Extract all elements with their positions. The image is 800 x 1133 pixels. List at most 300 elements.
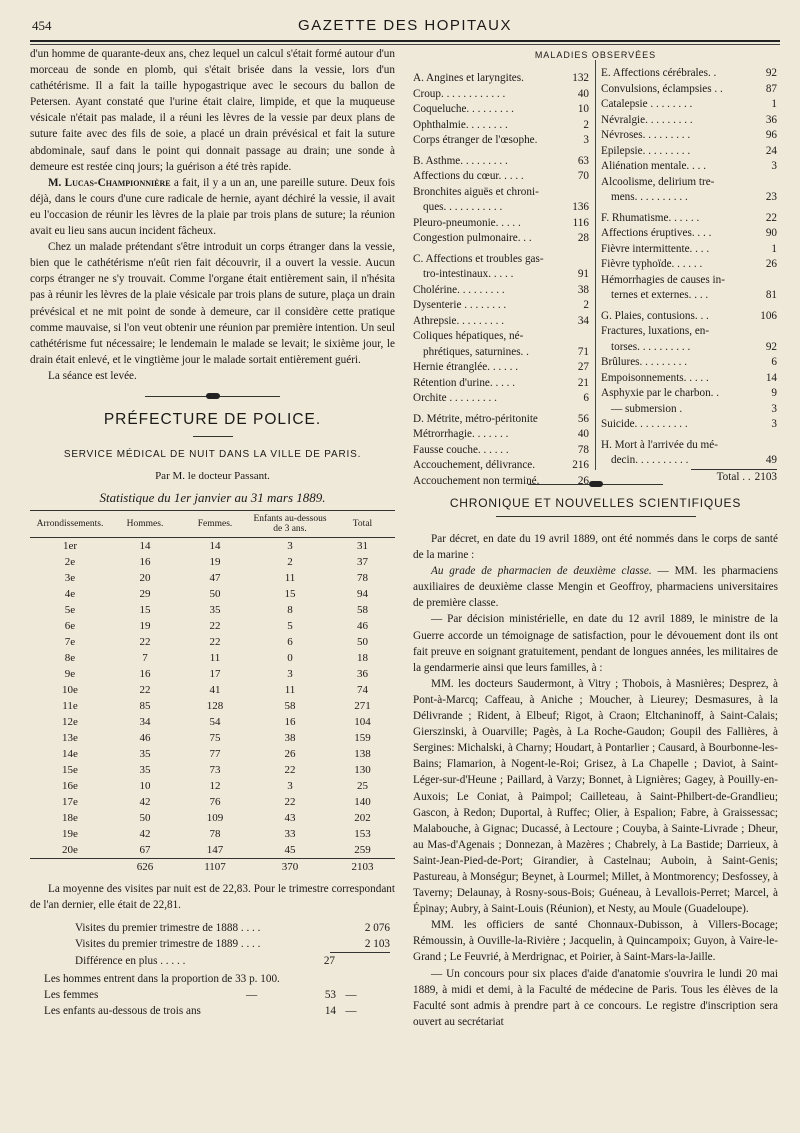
- table-cell: 15: [139, 604, 151, 617]
- table-cell: 42: [139, 828, 151, 841]
- maladie-label: H. Mort à l'arrivée du mé-: [601, 438, 718, 451]
- maladie-count: [755, 438, 777, 454]
- maladie-label: Bronchites aiguës et chroni-: [413, 185, 539, 198]
- maladie-count: 34: [577, 314, 589, 327]
- maladies-item: [413, 298, 589, 314]
- table-cell: 78: [209, 828, 221, 841]
- table-row: [30, 650, 395, 666]
- difference-label: Différence en plus . . . . .: [75, 954, 186, 967]
- table-cell: 5e: [64, 604, 76, 617]
- table-cell: 46: [139, 732, 151, 745]
- maladie-label: D. Métrite, métro-péritonite: [413, 412, 538, 425]
- column-header: Total: [330, 511, 395, 538]
- table-cell: 5: [287, 620, 293, 633]
- maladie-count: 92: [765, 340, 777, 353]
- table-cell: 14: [209, 540, 221, 553]
- table-cell: 6e: [64, 620, 76, 633]
- italic-heading: Au grade de pharmacien de deuxième classe.: [431, 565, 652, 578]
- maladies-item: [601, 355, 777, 371]
- maladie-label: Fièvre typhoïde. . . . . .: [601, 258, 703, 270]
- visits-label: Visites du premier trimestre de 1889 . . . .: [75, 937, 261, 950]
- table-row: [30, 778, 395, 794]
- maladies-item: [413, 314, 589, 330]
- maladies-item: [601, 340, 777, 356]
- maladies-item: [601, 324, 777, 340]
- table-cell: 22: [139, 636, 151, 649]
- maladie-count: 40: [577, 87, 589, 100]
- table-cell: 74: [357, 684, 368, 697]
- maladie-label: Métrorrhagie. . . . . . .: [413, 428, 509, 440]
- table-cell: 16e: [62, 780, 78, 793]
- table-row: [30, 570, 395, 586]
- maladies-item: [413, 267, 589, 283]
- table-cell: 67: [139, 844, 151, 857]
- maladie-label: decin. . . . . . . . . .: [611, 454, 689, 466]
- maladie-label: — submersion .: [611, 402, 683, 415]
- maladies-item: [601, 190, 777, 206]
- proportion-label: Les enfants au-dessous de trois ans: [44, 1004, 201, 1017]
- table-cell: 46: [357, 620, 368, 633]
- column-header: Arrondissements.: [30, 511, 110, 538]
- table-cell: 50: [209, 588, 221, 601]
- maladie-count: 63: [577, 154, 589, 167]
- table-cell: 77: [209, 748, 221, 761]
- maladie-count: 14: [765, 371, 777, 384]
- table-row: [30, 698, 395, 714]
- paragraph: [30, 175, 395, 239]
- table-cell: 147: [206, 844, 224, 857]
- proportion-value: 53: [324, 988, 336, 1001]
- proportion-lines: [30, 971, 395, 1019]
- table-cell: 78: [357, 572, 368, 585]
- maladie-count: 23: [765, 191, 777, 203]
- table-cell: 50: [139, 812, 151, 825]
- table-cell: 31: [357, 540, 368, 553]
- maladie-count: 96: [765, 129, 777, 141]
- maladie-count: 3: [583, 134, 589, 146]
- maladie-count: 56: [577, 412, 589, 425]
- maladies-right-list: [601, 66, 777, 485]
- maladies-item: [413, 133, 589, 149]
- table-cell: 16: [139, 556, 151, 569]
- paragraph: La moyenne des visites par nuit est de 22,83. Pour le trimestre correspondant de l'an dernier, elle était de 22,81.: [30, 883, 395, 912]
- arrondissement-table: [30, 510, 395, 875]
- table-cell: 14: [139, 540, 151, 553]
- table-cell: 7e: [64, 636, 76, 649]
- maladies-item: [413, 443, 589, 459]
- table-cell: 12: [209, 780, 221, 793]
- table-row: [30, 810, 395, 826]
- table-cell: 13e: [62, 732, 78, 745]
- table-cell: 17: [209, 668, 221, 681]
- table-cell: 19: [209, 556, 221, 569]
- maladies-item: [413, 412, 589, 428]
- maladie-count: 116: [572, 216, 589, 229]
- maladie-label: Congestion pulmonaire. . .: [413, 232, 532, 244]
- maladie-count: 40: [577, 428, 589, 440]
- maladie-label: Dysenterie . . . . . . . .: [413, 299, 507, 311]
- paragraph: Chez un malade prétendant s'être introduit un corps étranger dans la vessie, bien que le cathétérisme n'eût rien fait découvrir, il a ouvert la vessie. Aucun corps étranger ne s'y trouvait. Comme l'organe était entièrement sain, il n'hésita pas à réunir les lèvres de la plaie vésicale par trois plans de suture, plaça un drain prévésical et ne mit point de sonde à demeure, car il considère cette pratique comme mauvaise, si l'on veut obtenir une réunion par première intention. Un seul cathétérisme fut nécessaire; le lendemain le malade se levait; le sixième jour, le drain était enlevé, et le vingtième jour le malade sortait entièrement guéri.: [30, 241, 395, 366]
- maladie-count: 3: [771, 402, 777, 415]
- table-cell: 1er: [62, 540, 78, 553]
- maladie-label: Total . .: [716, 470, 751, 483]
- maladie-count: 91: [577, 268, 589, 280]
- maladie-count: 87: [765, 82, 777, 95]
- table-cell: 15e: [62, 764, 78, 777]
- maladies-item: [413, 169, 589, 185]
- table-cell: 20: [139, 572, 151, 585]
- maladies-item: [413, 376, 589, 392]
- maladie-count: 22: [765, 211, 777, 224]
- table-cell: 73: [209, 764, 221, 777]
- subsection-title: SERVICE MÉDICAL DE NUIT DANS LA VILLE DE PARIS.: [63, 449, 362, 461]
- ornament-separator: [413, 480, 778, 490]
- maladies-item: [413, 231, 589, 247]
- maladies-item: [601, 226, 777, 242]
- maladie-count: 106: [760, 309, 777, 322]
- maladie-count: 49: [765, 454, 777, 466]
- page-number: 454: [32, 18, 52, 33]
- table-cell: 50: [357, 636, 368, 649]
- maladie-count: 70: [577, 170, 589, 182]
- ditto-mark: —: [345, 1004, 357, 1017]
- maladies-item: [601, 417, 777, 433]
- table-cell: 259: [354, 844, 371, 857]
- table-cell: 41: [209, 684, 221, 697]
- maladie-label: Coqueluche. . . . . . . . .: [413, 103, 514, 115]
- maladie-label: Accouchement non terminé.: [413, 474, 540, 487]
- maladie-count: 71: [577, 345, 589, 358]
- table-cell: 19e: [62, 828, 78, 841]
- maladie-label: Convulsions, éclampsies . .: [601, 82, 723, 95]
- table-cell: 43: [284, 812, 296, 825]
- maladie-count: 27: [577, 361, 589, 373]
- maladie-label: Epilepsie. . . . . . . . .: [601, 144, 691, 157]
- table-row: [30, 714, 395, 730]
- maladie-count: 6: [771, 356, 777, 368]
- visits-comparison: [30, 920, 395, 969]
- maladie-label: A. Angines et laryngites.: [413, 72, 524, 84]
- maladies-item: [601, 257, 777, 273]
- maladies-item: [413, 427, 589, 443]
- table-cell: 20e: [62, 844, 78, 857]
- statistics-title: Statistique du 1er janvier au 31 mars 1889.: [99, 490, 326, 506]
- maladie-count: 1: [771, 98, 777, 110]
- visits-row: [30, 920, 395, 936]
- maladie-label: Cholérine. . . . . . . . .: [413, 283, 505, 296]
- table-cell: 58: [357, 604, 368, 617]
- ditto-mark: —: [345, 988, 357, 1001]
- table-cell: 4e: [64, 588, 76, 601]
- proportion-value: 14: [324, 1004, 336, 1017]
- maladie-label: Accouchement, délivrance.: [413, 459, 536, 471]
- maladie-label: Aliénation mentale. . . .: [601, 160, 707, 172]
- table-cell: 33: [284, 828, 296, 841]
- table-cell: 16: [139, 668, 151, 681]
- maladies-item: [413, 200, 589, 216]
- total-cell: 1107: [180, 859, 250, 876]
- maladies-item: [413, 252, 589, 268]
- table-cell: 202: [354, 812, 371, 825]
- proportion-label: Les hommes entrent dans la proportion de: [44, 972, 233, 985]
- visits-label: Visites du premier trimestre de 1888 . . . .: [75, 921, 261, 934]
- table-cell: 26: [284, 748, 296, 761]
- table-cell: 104: [354, 716, 371, 729]
- table-cell: 22: [209, 636, 221, 649]
- maladie-label: Athrepsie. . . . . . . . .: [413, 314, 505, 327]
- maladies-item: [413, 118, 589, 134]
- table-cell: 2: [287, 556, 293, 569]
- maladie-count: 21: [577, 376, 589, 389]
- table-cell: 42: [139, 796, 151, 809]
- table-row: [30, 682, 395, 698]
- section-title: PRÉFECTURE DE POLICE.: [103, 410, 322, 428]
- maladie-label: Orchite . . . . . . . . .: [413, 392, 497, 404]
- maladie-count: 3: [771, 160, 777, 172]
- maladie-label: F. Rhumatisme. . . . . .: [601, 211, 700, 224]
- maladie-label: Fièvre intermittente. . . .: [601, 242, 710, 255]
- table-row: [30, 602, 395, 618]
- table-cell: 109: [206, 812, 224, 825]
- proportion-row: [30, 987, 395, 1003]
- table-cell: 45: [284, 844, 296, 857]
- maladie-count: [755, 273, 777, 289]
- maladies-item: [413, 458, 589, 474]
- table-cell: 22: [209, 620, 221, 633]
- table-cell: 3: [287, 780, 293, 793]
- maladie-label: mens. . . . . . . . . .: [611, 191, 688, 203]
- table-cell: 8e: [64, 652, 76, 665]
- maladie-label: Fractures, luxations, en-: [601, 325, 710, 337]
- maladie-count: 92: [765, 67, 777, 79]
- maladies-item: [601, 309, 777, 325]
- paragraph: La séance est levée.: [48, 369, 137, 382]
- maladies-item: [413, 154, 589, 170]
- maladie-label: tro-intestinaux. . . . .: [423, 268, 514, 280]
- table-cell: 271: [354, 700, 371, 713]
- maladie-label: Brûlures. . . . . . . . .: [601, 356, 688, 368]
- paragraph-text: — MM. les pharmaciens auxiliaires de deuxième classe Mengin et Geoffroy, pharmaciens universitaires de première classe.: [413, 565, 779, 610]
- maladie-count: [755, 324, 777, 340]
- maladies-item: [601, 211, 777, 227]
- table-header-row: [30, 511, 395, 538]
- maladie-label: Névralgie. . . . . . . . .: [601, 113, 693, 126]
- table-row: [30, 554, 395, 570]
- total-cell: [30, 859, 110, 876]
- maladie-label: Empoisonnements. . . . .: [601, 371, 709, 384]
- maladie-count: 10: [577, 103, 589, 115]
- table-cell: 9e: [64, 668, 76, 681]
- visits-value: 2 076: [364, 921, 390, 934]
- maladie-count: 36: [765, 113, 777, 126]
- maladies-item: [601, 438, 777, 454]
- maladie-count: 132: [572, 72, 589, 84]
- table-cell: 94: [357, 588, 368, 601]
- visits-row: [30, 936, 395, 953]
- maladie-count: 216: [572, 459, 589, 471]
- table-cell: 3: [287, 668, 293, 681]
- maladie-label: Corps étranger de l'œsophe.: [413, 134, 538, 146]
- column-header: Femmes.: [180, 511, 250, 538]
- table-cell: 11e: [62, 700, 78, 713]
- table-cell: 35: [139, 748, 151, 761]
- maladie-count: [567, 185, 589, 201]
- proportion-row: [30, 971, 395, 987]
- maladies-item: [601, 242, 777, 258]
- maladies-item: [413, 391, 589, 407]
- maladies-item: [601, 175, 777, 191]
- maladies-item: [601, 159, 777, 175]
- journal-title: GAZETTE DES HOPITAUX: [298, 17, 512, 34]
- maladie-label: Catalepsie . . . . . . . .: [601, 98, 693, 110]
- maladie-label: Affections du cœur. . . . .: [413, 170, 524, 182]
- maladie-label: Hémorrhagies de causes in-: [601, 273, 725, 286]
- table-row: [30, 666, 395, 682]
- maladies-item: [601, 371, 777, 387]
- proportion-label: Les femmes: [44, 988, 99, 1001]
- maladie-count: [755, 175, 777, 191]
- maladie-count: 90: [765, 227, 777, 239]
- table-cell: 11: [209, 652, 221, 665]
- table-cell: 38: [284, 732, 296, 745]
- table-body: [30, 538, 395, 876]
- maladie-count: 1: [771, 242, 777, 255]
- maladies-item: [413, 360, 589, 376]
- table-total-row: [30, 859, 395, 876]
- paragraph: Par décret, en date du 19 avril 1889, ont été nommés dans le corps de santé de la marine :: [413, 533, 778, 562]
- maladie-count: 2103: [754, 470, 777, 483]
- maladie-count: 2: [583, 299, 589, 311]
- table-cell: 54: [209, 716, 221, 729]
- maladie-count: 26: [765, 258, 777, 270]
- table-row: [30, 762, 395, 778]
- table-cell: 58: [284, 700, 296, 713]
- paragraph-text: a fait, il y a un an, une pareille suture. Deux fois déjà, dans le cours d'une cure radicale de hernie, ayant déchiré la vessie, il avait eu l'occasion de réunir les lèvres de la plaie par trois plans de suture; la réunion avait eu lieu sans aucun incident fâcheux.: [30, 176, 395, 238]
- table-cell: 14e: [62, 748, 78, 761]
- maladie-label: Asphyxie par le charbon. .: [601, 387, 720, 399]
- table-cell: 17e: [62, 796, 78, 809]
- table-row: [30, 730, 395, 746]
- table-cell: 22: [139, 684, 151, 697]
- table-cell: 35: [139, 764, 151, 777]
- maladies-item: [413, 102, 589, 118]
- table-row: [30, 746, 395, 762]
- table-cell: 10e: [62, 684, 78, 697]
- table-row: [30, 538, 395, 555]
- table-cell: 2e: [64, 556, 76, 569]
- maladies-item: [601, 113, 777, 129]
- table-cell: 18e: [62, 812, 78, 825]
- table-cell: 3e: [64, 572, 76, 585]
- table-cell: 47: [209, 572, 221, 585]
- page-header: [30, 16, 780, 38]
- maladies-item: [601, 402, 777, 418]
- table-cell: 7: [142, 652, 148, 665]
- proportion-row: [30, 1003, 395, 1019]
- maladie-label: B. Asthme. . . . . . . . .: [413, 154, 508, 167]
- maladie-count: [567, 329, 589, 345]
- maladie-label: Alcoolisme, delirium tre-: [601, 175, 715, 188]
- table-row: [30, 618, 395, 634]
- total-cell: 626: [110, 859, 180, 876]
- table-cell: 29: [139, 588, 151, 601]
- column-divider: [595, 60, 596, 470]
- maladie-label: Hernie étranglée. . . . . .: [413, 361, 518, 373]
- table-cell: 37: [357, 556, 368, 569]
- maladies-item: [413, 216, 589, 232]
- chronique-text: [413, 531, 778, 1030]
- header-rule-thin: [30, 44, 780, 45]
- table-cell: 0: [287, 652, 293, 665]
- table-cell: 6: [287, 636, 293, 649]
- maladie-count: 136: [572, 201, 589, 213]
- table-cell: 34: [139, 716, 151, 729]
- total-cell: 370: [250, 859, 330, 876]
- table-cell: 22: [284, 764, 296, 777]
- column-header: Enfants au-dessous de 3 ans.: [250, 511, 330, 538]
- maladie-label: E. Affections cérébrales. .: [601, 67, 717, 79]
- header-rule: [30, 40, 780, 42]
- difference-row: [30, 953, 395, 969]
- table-row: [30, 842, 395, 859]
- table-cell: 3: [287, 540, 293, 553]
- maladie-count: 78: [577, 443, 589, 456]
- paragraph: MM. les officiers de santé Chonnaux-Dubisson, à Villers-Bocage; Rémoussin, à Ouville-la-Rivière ; Jacquelin, à Quincampoix; Guyon, à Vaire-le-Grand ; Le Feuvrié, à Merdrignac, et Poirier, à Saint-Mars-la-Jaille.: [413, 919, 778, 964]
- maladie-label: Pleuro-pneumonie. . . . .: [413, 216, 521, 229]
- table-cell: 25: [357, 780, 368, 793]
- maladie-count: 81: [765, 289, 777, 301]
- maladies-item: [413, 87, 589, 103]
- table-cell: 75: [209, 732, 221, 745]
- maladie-label: Rétention d'urine. . . . .: [413, 376, 516, 389]
- total-cell: 2103: [330, 859, 395, 876]
- table-cell: 130: [354, 764, 371, 777]
- maladies-item: [601, 97, 777, 113]
- right-column: [413, 46, 778, 1030]
- maladies-item: [413, 283, 589, 299]
- author-line: Par M. le docteur Passant.: [155, 470, 270, 483]
- maladies-table: [413, 46, 778, 487]
- speaker-name: M. Lucas-Championnière: [48, 176, 171, 189]
- ditto-mark: —: [246, 988, 258, 1001]
- maladies-item: [413, 329, 589, 345]
- maladie-count: 9: [771, 387, 777, 399]
- table-cell: 159: [354, 732, 371, 745]
- maladie-label: C. Affections et troubles gas-: [413, 252, 544, 265]
- maladies-item: [601, 144, 777, 160]
- maladie-label: torses. . . . . . . . . .: [611, 340, 691, 353]
- table-cell: 18: [357, 652, 368, 665]
- maladie-label: ques. . . . . . . . . . .: [423, 201, 503, 213]
- table-cell: 153: [354, 828, 371, 841]
- maladie-label: Fausse couche. . . . . .: [413, 443, 509, 456]
- paragraph: [413, 563, 778, 611]
- table-cell: 140: [354, 796, 371, 809]
- divider: [193, 436, 233, 437]
- table-cell: 19: [139, 620, 151, 633]
- table-cell: 11: [284, 684, 296, 697]
- maladies-item: [413, 71, 589, 87]
- table-cell: 12e: [62, 716, 78, 729]
- table-cell: 22: [284, 796, 296, 809]
- maladie-count: 2: [583, 118, 589, 131]
- maladies-item: [601, 273, 777, 289]
- maladies-heading: MALADIES OBSERVÉES: [534, 50, 657, 60]
- maladie-count: 38: [577, 283, 589, 296]
- maladie-label: Affections éruptives. . . .: [601, 227, 712, 239]
- maladie-label: ternes et externes. . . .: [611, 289, 709, 301]
- paragraph: — Un concours pour six places d'aide d'anatomie s'ouvrira le lundi 20 mai 1889, à midi et demi, à la Faculté de médecine de Paris. Tous les élèves de la Faculté sont admis à prendre part à ce concours. Le registre d'inscription sera ouvert au secrétariat: [413, 967, 778, 1028]
